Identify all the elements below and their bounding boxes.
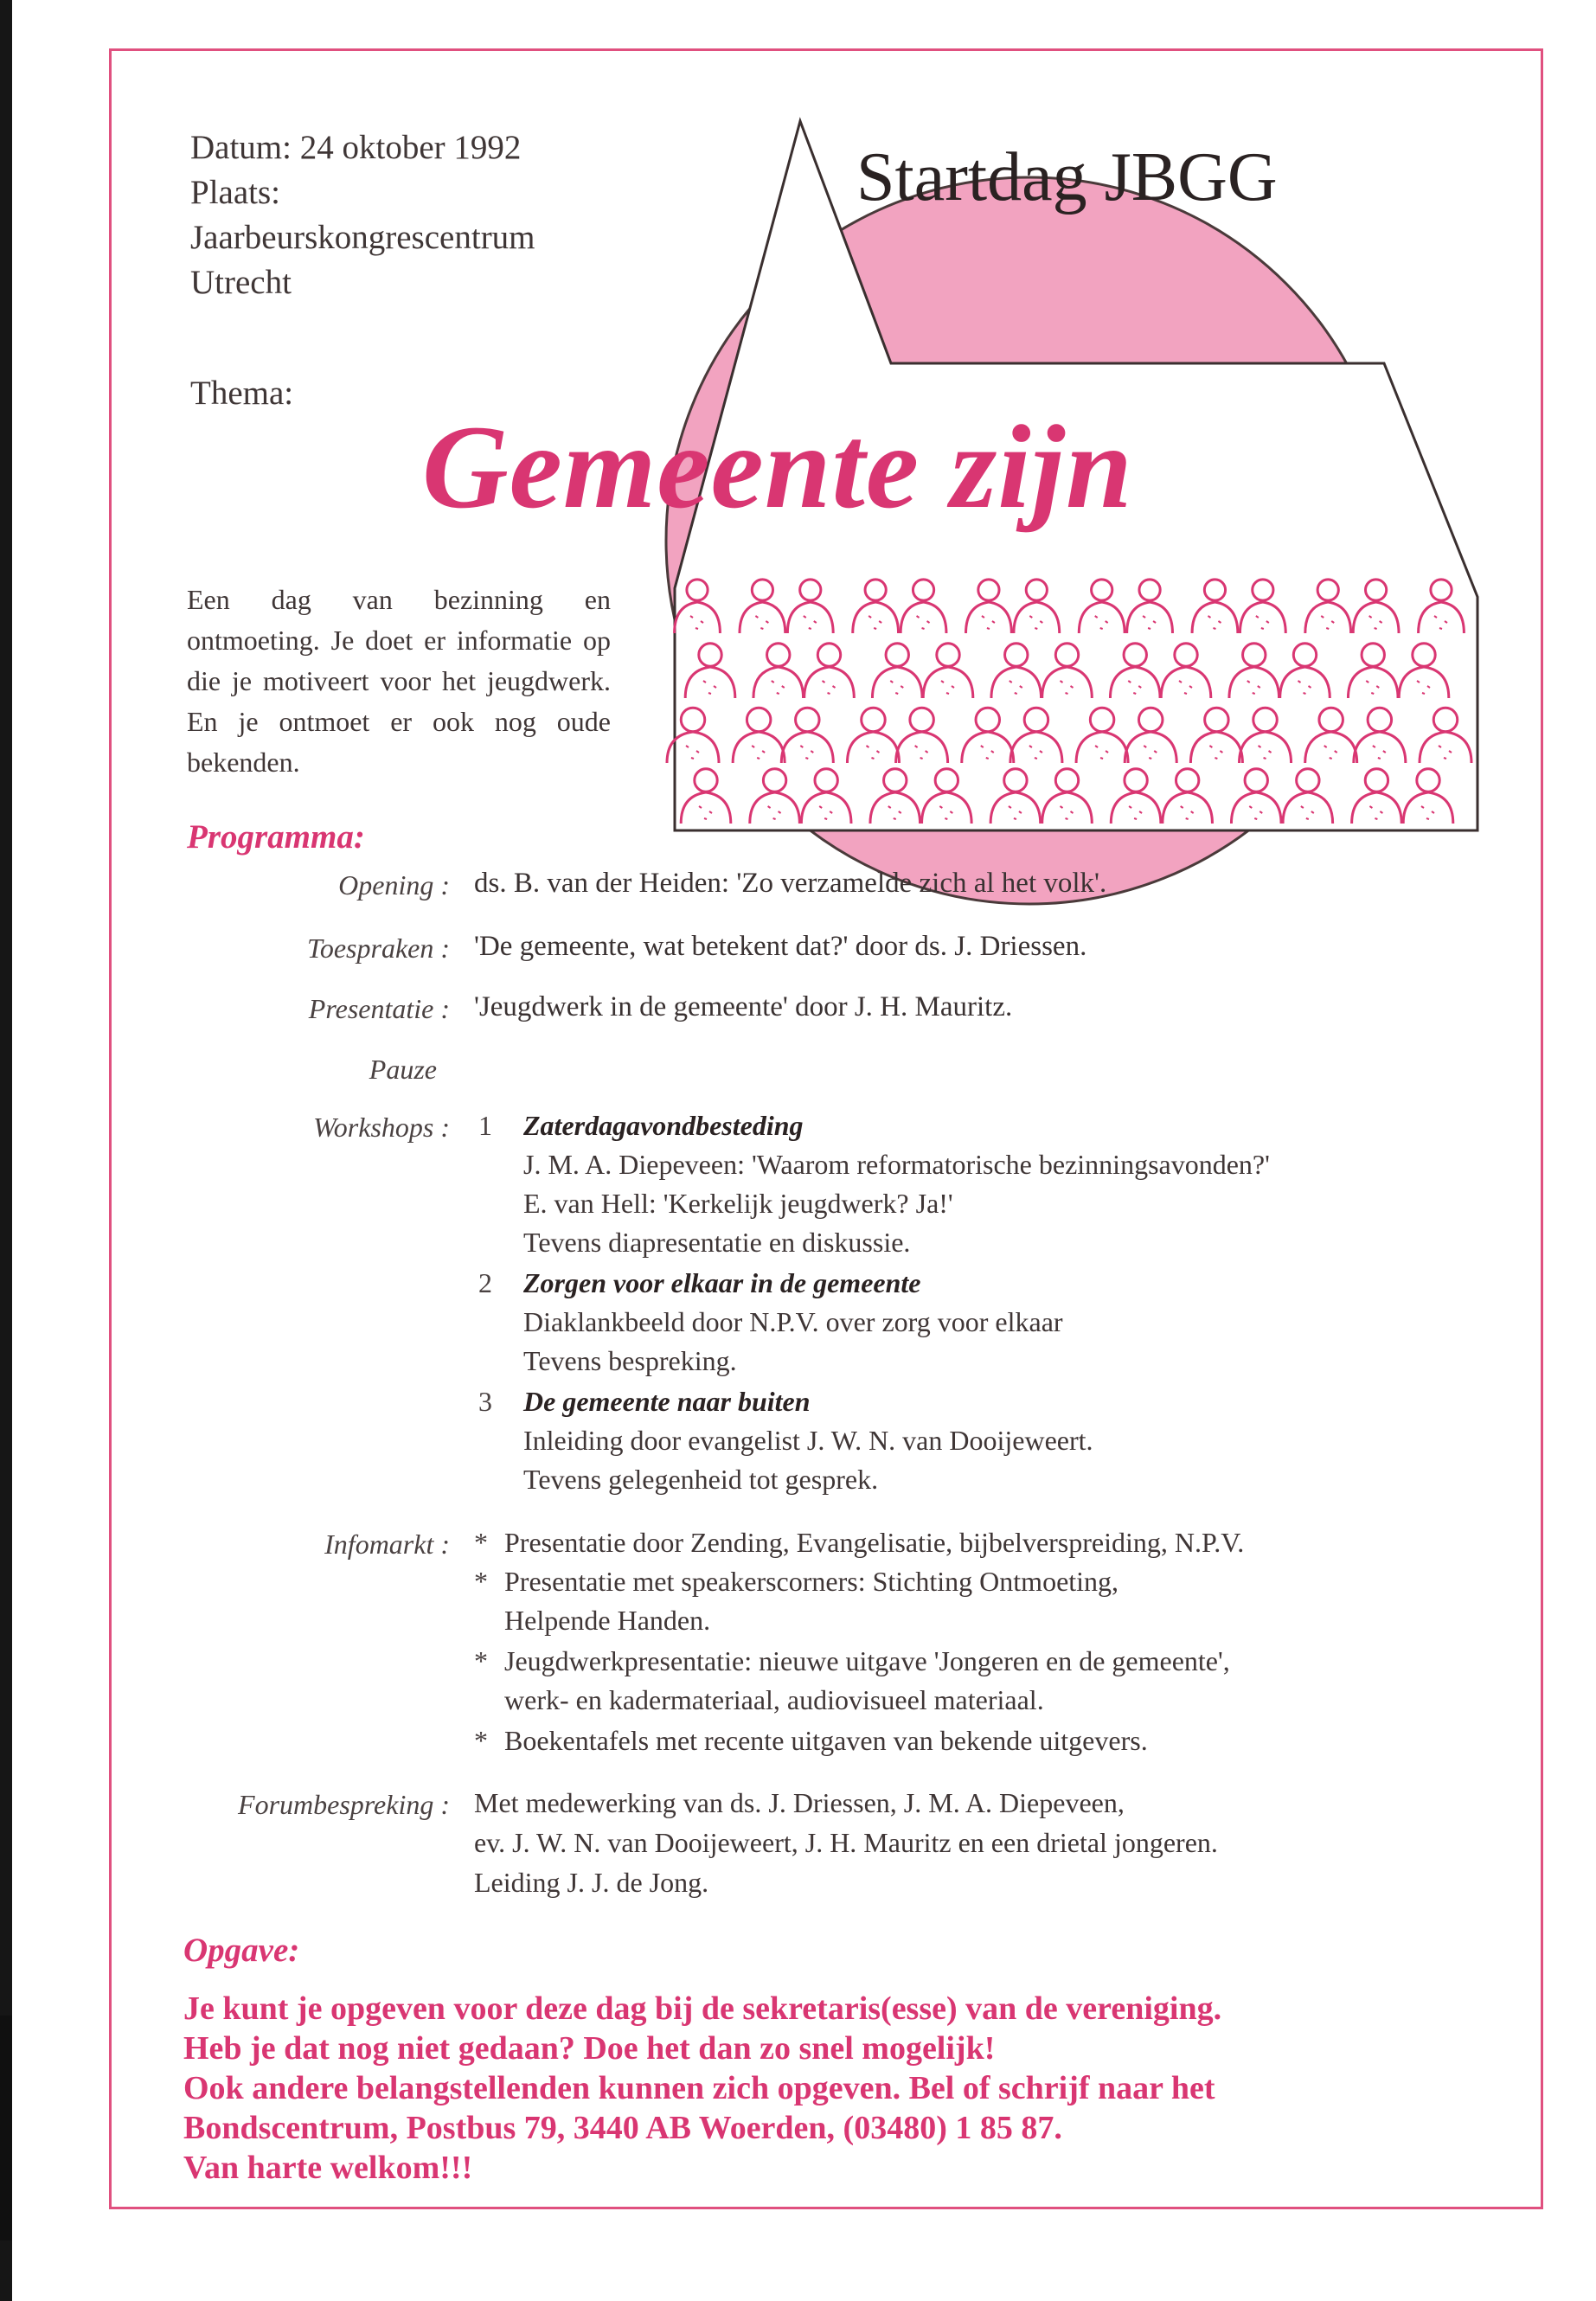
infomarkt-item: Jeugdwerkpresentatie: nieuwe uitgave 'Jongeren en de gemeente', bbox=[504, 1645, 1230, 1676]
workshop-title: Zaterdagavondbesteding bbox=[523, 1110, 804, 1141]
event-title: Startdag JBGG bbox=[856, 139, 1278, 215]
opening-text: ds. B. van der Heiden: 'Zo verzamelde zich al het volk'. bbox=[474, 868, 1107, 899]
workshop-line: Inleiding door evangelist J. W. N. van Dooijeweert. bbox=[523, 1425, 1093, 1456]
infomarkt-item: Presentatie met speakerscorners: Stichting Ontmoeting, bbox=[504, 1566, 1119, 1597]
bullet-marker: * bbox=[474, 1645, 488, 1676]
workshop-line: E. van Hell: 'Kerkelijk jeugdwerk? Ja!' bbox=[523, 1188, 953, 1219]
workshop-title: De gemeente naar buiten bbox=[523, 1386, 811, 1417]
workshop-number: 1 bbox=[478, 1110, 492, 1141]
plaats-venue: Jaarbeurskongrescentrum bbox=[190, 219, 535, 256]
programma-heading: Programma: bbox=[187, 818, 365, 856]
workshops-label: Workshops : bbox=[313, 1112, 450, 1143]
forum-line: Leiding J. J. de Jong. bbox=[474, 1867, 709, 1898]
intro-paragraph: Een dag van bezinning en ontmoeting. Je doet er informatie op die je motiveert voor het jeugdwerk. En je ontmoet er ook nog oude bekenden. bbox=[187, 584, 611, 778]
forum-label: Forumbespreking : bbox=[238, 1789, 450, 1820]
plaats-city: Utrecht bbox=[190, 264, 292, 301]
workshop-line: J. M. A. Diepeveen: 'Waarom reformatorische bezinningsavonden?' bbox=[523, 1149, 1270, 1180]
workshop-number: 2 bbox=[478, 1267, 492, 1298]
opgave-line: Ook andere belangstellenden kunnen zich opgeven. Bel of schrijf naar het bbox=[183, 2070, 1215, 2106]
opgave-heading: Opgave: bbox=[183, 1932, 300, 1969]
workshop-line: Tevens gelegenheid tot gesprek. bbox=[523, 1464, 879, 1495]
bullet-marker: * bbox=[474, 1566, 488, 1597]
infomarkt-item: Presentatie door Zending, Evangelisatie, bijbelverspreiding, N.P.V. bbox=[504, 1527, 1245, 1558]
toespraken-text: 'De gemeente, wat betekent dat?' door ds. J. Driessen. bbox=[474, 931, 1087, 962]
opgave-line: Je kunt je opgeven voor deze dag bij de sekretaris(esse) van de vereniging. bbox=[183, 1990, 1222, 2027]
opening-label: Opening : bbox=[338, 869, 450, 901]
thema-label: Thema: bbox=[190, 375, 294, 412]
presentatie-text: 'Jeugdwerk in de gemeente' door J. H. Mauritz. bbox=[474, 991, 1013, 1022]
bullet-marker: * bbox=[474, 1527, 488, 1558]
workshop-title: Zorgen voor elkaar in de gemeente bbox=[523, 1267, 921, 1298]
workshop-number: 3 bbox=[478, 1386, 492, 1417]
opgave-line: Van harte welkom!!! bbox=[183, 2150, 473, 2186]
forum-line: Met medewerking van ds. J. Driessen, J. M. A. Diepeveen, bbox=[474, 1787, 1125, 1818]
plaats-label: Plaats: bbox=[190, 174, 280, 211]
toespraken-label: Toespraken : bbox=[306, 933, 450, 964]
bullet-marker: * bbox=[474, 1725, 488, 1756]
pauze-label: Pauze bbox=[369, 1054, 437, 1085]
workshop-line: Tevens bespreking. bbox=[523, 1345, 737, 1376]
infomarkt-item: werk- en kadermateriaal, audiovisueel materiaal. bbox=[504, 1684, 1044, 1715]
opgave-line: Bondscentrum, Postbus 79, 3440 AB Woerden, (03480) 1 85 87. bbox=[183, 2110, 1062, 2146]
forum-line: ev. J. W. N. van Dooijeweert, J. H. Mauritz en een drietal jongeren. bbox=[474, 1827, 1218, 1858]
infomarkt-label: Infomarkt : bbox=[324, 1529, 450, 1560]
event-meta bbox=[190, 125, 535, 305]
infomarkt-item: Helpende Handen. bbox=[504, 1605, 711, 1636]
theme-title: Gemeente zijn bbox=[422, 401, 1133, 533]
infomarkt-item: Boekentafels met recente uitgaven van bekende uitgevers. bbox=[504, 1725, 1148, 1756]
opgave-line: Heb je dat nog niet gedaan? Doe het dan zo snel mogelijk! bbox=[183, 2030, 996, 2067]
presentatie-label: Presentatie : bbox=[308, 993, 450, 1024]
workshop-line: Diaklankbeeld door N.P.V. over zorg voor elkaar bbox=[523, 1306, 1063, 1337]
datum-line: Datum: 24 oktober 1992 bbox=[190, 129, 522, 166]
workshop-line: Tevens diapresentatie en diskussie. bbox=[523, 1227, 911, 1258]
